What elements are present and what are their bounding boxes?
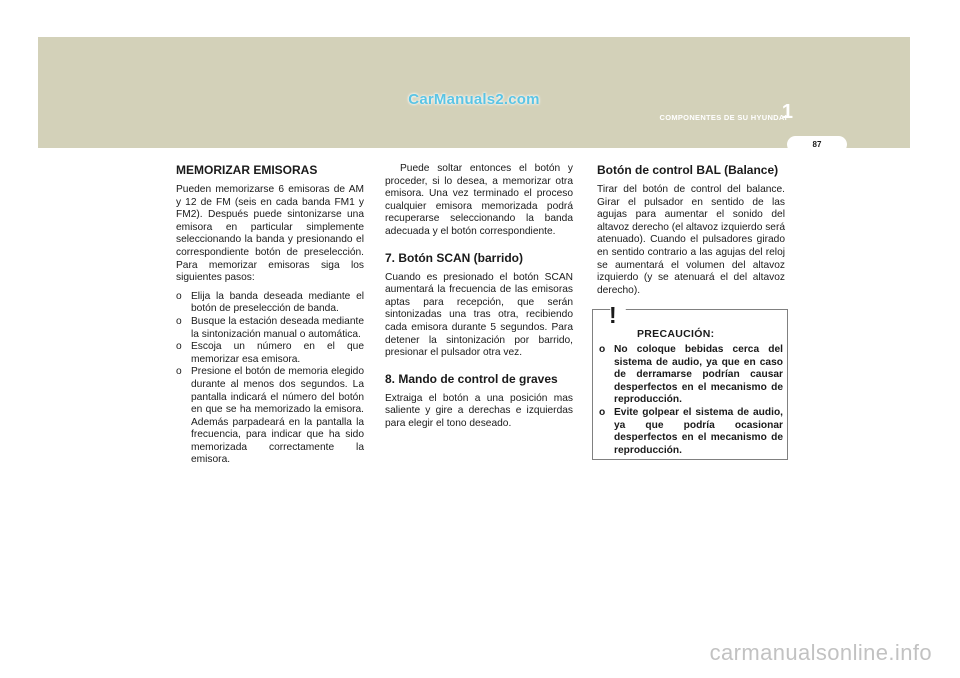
- caution-title: PRECAUCIÓN:: [637, 328, 715, 340]
- bullet-mark: o: [176, 315, 182, 327]
- bullet-mark: o: [176, 366, 182, 378]
- caution-list: [599, 344, 783, 457]
- step-text: Elija la banda deseada mediante el botón de preselección de banda.: [191, 290, 364, 315]
- step-text: Busque la estación deseada mediante la sintonización manual o automática.: [191, 315, 364, 340]
- site-logo[interactable]: CarManuals2.com: [408, 91, 540, 108]
- memorize-intro: Pueden memorizarse 6 emisoras de AM y 12 de FM (seis en cada banda FM1 y FM2). Después puede sintonizarse una emisora en particular simplemente seleccionando la banda y presionando el correspondiente botón de preselección. Para memorizar emisoras siga los siguientes pasos:: [176, 184, 364, 284]
- page-number: 87: [787, 136, 847, 153]
- chapter-number: 1: [781, 101, 793, 123]
- bullet-mark: o: [599, 406, 606, 418]
- column-scan-bass: [385, 163, 573, 437]
- section-heading-balance: Botón de control BAL (Balance): [597, 163, 779, 177]
- scan-text: Cuando es presionado el botón SCAN aumentará la frecuencia de las emisoras aptas para recepción, que serán sintonizadas una tras otra, recibiendo cada emisora durante 5 segundos. Para detener la sintonización por barrido, presionar el pulsador otra vez.: [385, 271, 573, 359]
- footer-watermark[interactable]: carmanualsonline.info: [709, 640, 932, 665]
- list-item: [599, 344, 783, 407]
- step-text: Presione el botón de memoria elegido durante al menos dos segundos. La pantalla indicará el número del botón en que se ha memorizado la emisora. Además parpadeará en la pantalla la frecuencia, para indicar que ha sido memorizada correctamente la emisora.: [191, 366, 364, 466]
- header-band: [38, 37, 910, 148]
- section-heading-scan: 7. Botón SCAN (barrido): [385, 250, 523, 265]
- balance-text: Tirar del botón de control del balance. Girar el pulsador en sentido de las agujas para aumentar el sonido del altavoz derecho (el altavoz izquierdo será atenuado). Cuando el pulsadores girado en sentido contrario a las agujas del reloj se aumentará el volumen del altavoz izquierdo (y se atenuará el del altavoz derecho).: [597, 184, 786, 296]
- bullet-mark: o: [176, 290, 182, 302]
- bass-text: Extraiga el botón a una posición mas saliente y gire a derechas e izquierdas para elegir el tono deseado.: [385, 392, 573, 429]
- bullet-mark: o: [176, 341, 182, 353]
- warning-exclamation-icon: !: [609, 302, 617, 328]
- caution-item-text: No coloque bebidas cerca del sistema de audio, ya que en caso de derramarse podrían causar desperfectos en el mecanismo de reproducción.: [614, 344, 783, 406]
- list-item: [176, 366, 364, 467]
- memorize-continuation: Puede soltar entonces el botón y proceder, si lo desea, a memorizar otra emisora. Una vez terminado el proceso cualquier emisora memorizada podrá recuperarse seleccionando la banda adecuada y el botón correspondiente.: [385, 163, 573, 237]
- list-item: [176, 316, 364, 341]
- section-heading-bass: 8. Mando de control de graves: [385, 371, 558, 386]
- column-memorize-stations: [176, 163, 364, 467]
- list-item: [176, 341, 364, 366]
- bullet-mark: o: [599, 344, 606, 355]
- caution-box: [592, 302, 788, 460]
- warning-triangle-icon: [603, 296, 633, 322]
- list-item: [599, 407, 783, 457]
- memorize-steps-list: [176, 291, 364, 467]
- chapter-title: COMPONENTES DE SU HYUNDAI: [659, 113, 787, 122]
- list-item: [176, 291, 364, 316]
- section-heading-memorize: MEMORIZAR EMISORAS: [176, 163, 318, 177]
- caution-item-text: Evite golpear el sistema de audio, ya que podría ocasionar desperfectos en el mecanismo de reproducción.: [614, 406, 783, 456]
- step-text: Escoja un número en el que memorizar esa emisora.: [191, 341, 364, 365]
- column-balance: [597, 163, 785, 303]
